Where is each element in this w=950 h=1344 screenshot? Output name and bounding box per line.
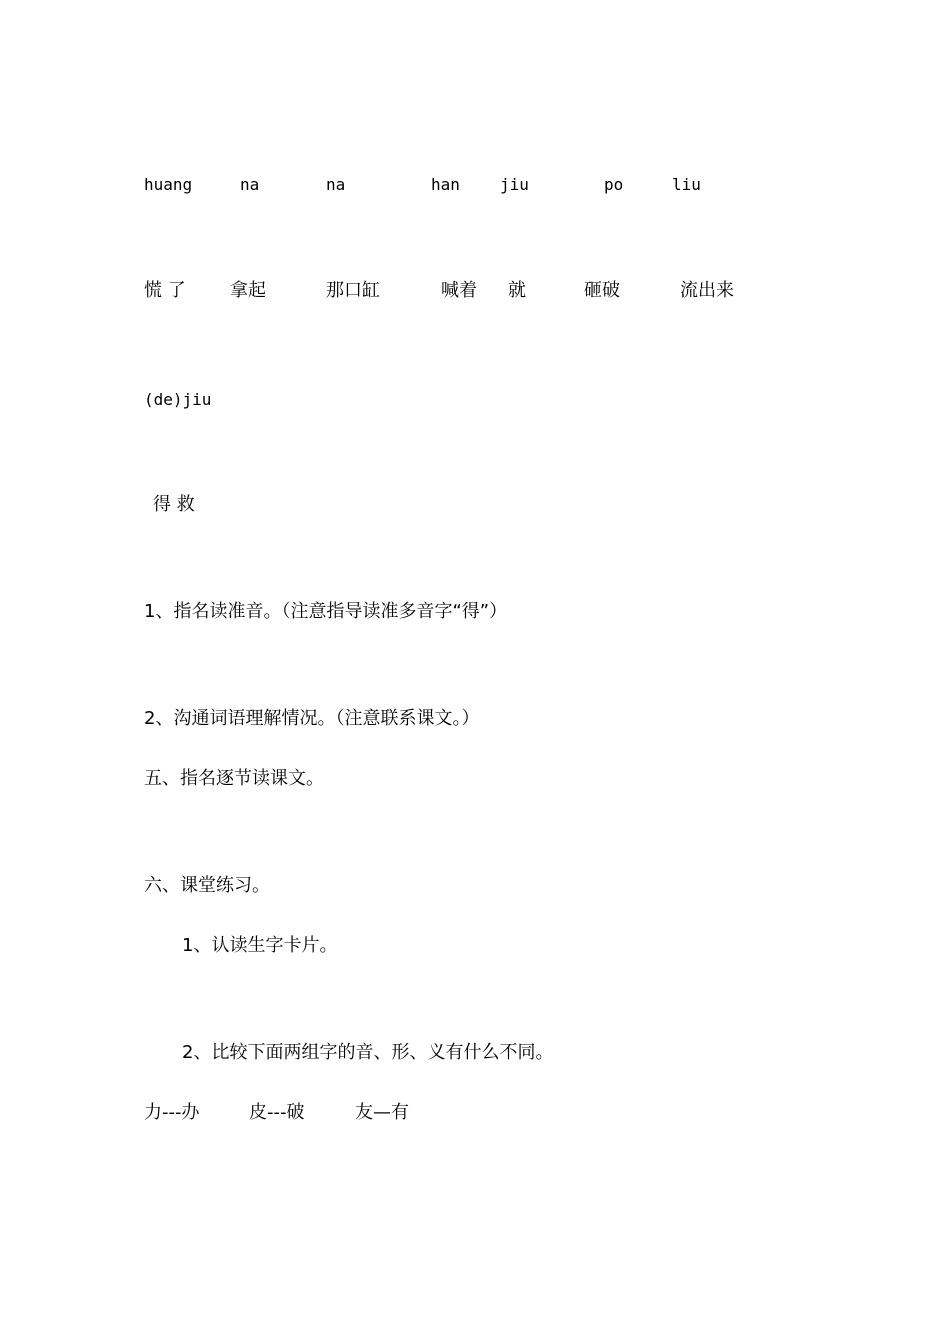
word-de-jiu: 得 救 xyxy=(153,494,195,515)
pinyin-huang: huang xyxy=(144,175,193,194)
pinyin-jiu: jiu xyxy=(500,175,529,194)
pinyin-po: po xyxy=(604,175,624,194)
word-liu-chu-lai: 流出来 xyxy=(680,280,734,301)
exercise-item-1: 1、认读生字卡片。 xyxy=(182,935,338,956)
word-na-qi: 拿起 xyxy=(230,280,266,301)
word-za-po: 砸破 xyxy=(584,280,620,301)
word-na-kou-gang: 那口缸 xyxy=(326,280,380,301)
instruction-item-1: 1、指名读准音。（注意指导读准多音字“得”） xyxy=(144,601,508,622)
compare-pair-3: 友—有 xyxy=(355,1102,409,1123)
pinyin-na-1: na xyxy=(240,175,260,194)
exercise-item-2: 2、比较下面两组字的音、形、义有什么不同。 xyxy=(182,1042,554,1063)
pinyin-han: han xyxy=(431,175,460,194)
word-jiu: 就 xyxy=(508,280,526,301)
word-huang-le: 慌 了 xyxy=(144,280,186,301)
compare-pair-2: 皮---破 xyxy=(249,1102,305,1123)
instruction-item-2: 2、沟通词语理解情况。（注意联系课文。） xyxy=(144,708,480,729)
word-han-zhe: 喊着 xyxy=(441,280,477,301)
section-five: 五、指名逐节读课文。 xyxy=(144,768,324,789)
pinyin-de-jiu: (de)jiu xyxy=(144,390,212,409)
pinyin-liu: liu xyxy=(672,175,701,194)
compare-pair-1: 力---办 xyxy=(144,1102,200,1123)
pinyin-na-2: na xyxy=(326,175,346,194)
section-six: 六、课堂练习。 xyxy=(144,875,270,896)
